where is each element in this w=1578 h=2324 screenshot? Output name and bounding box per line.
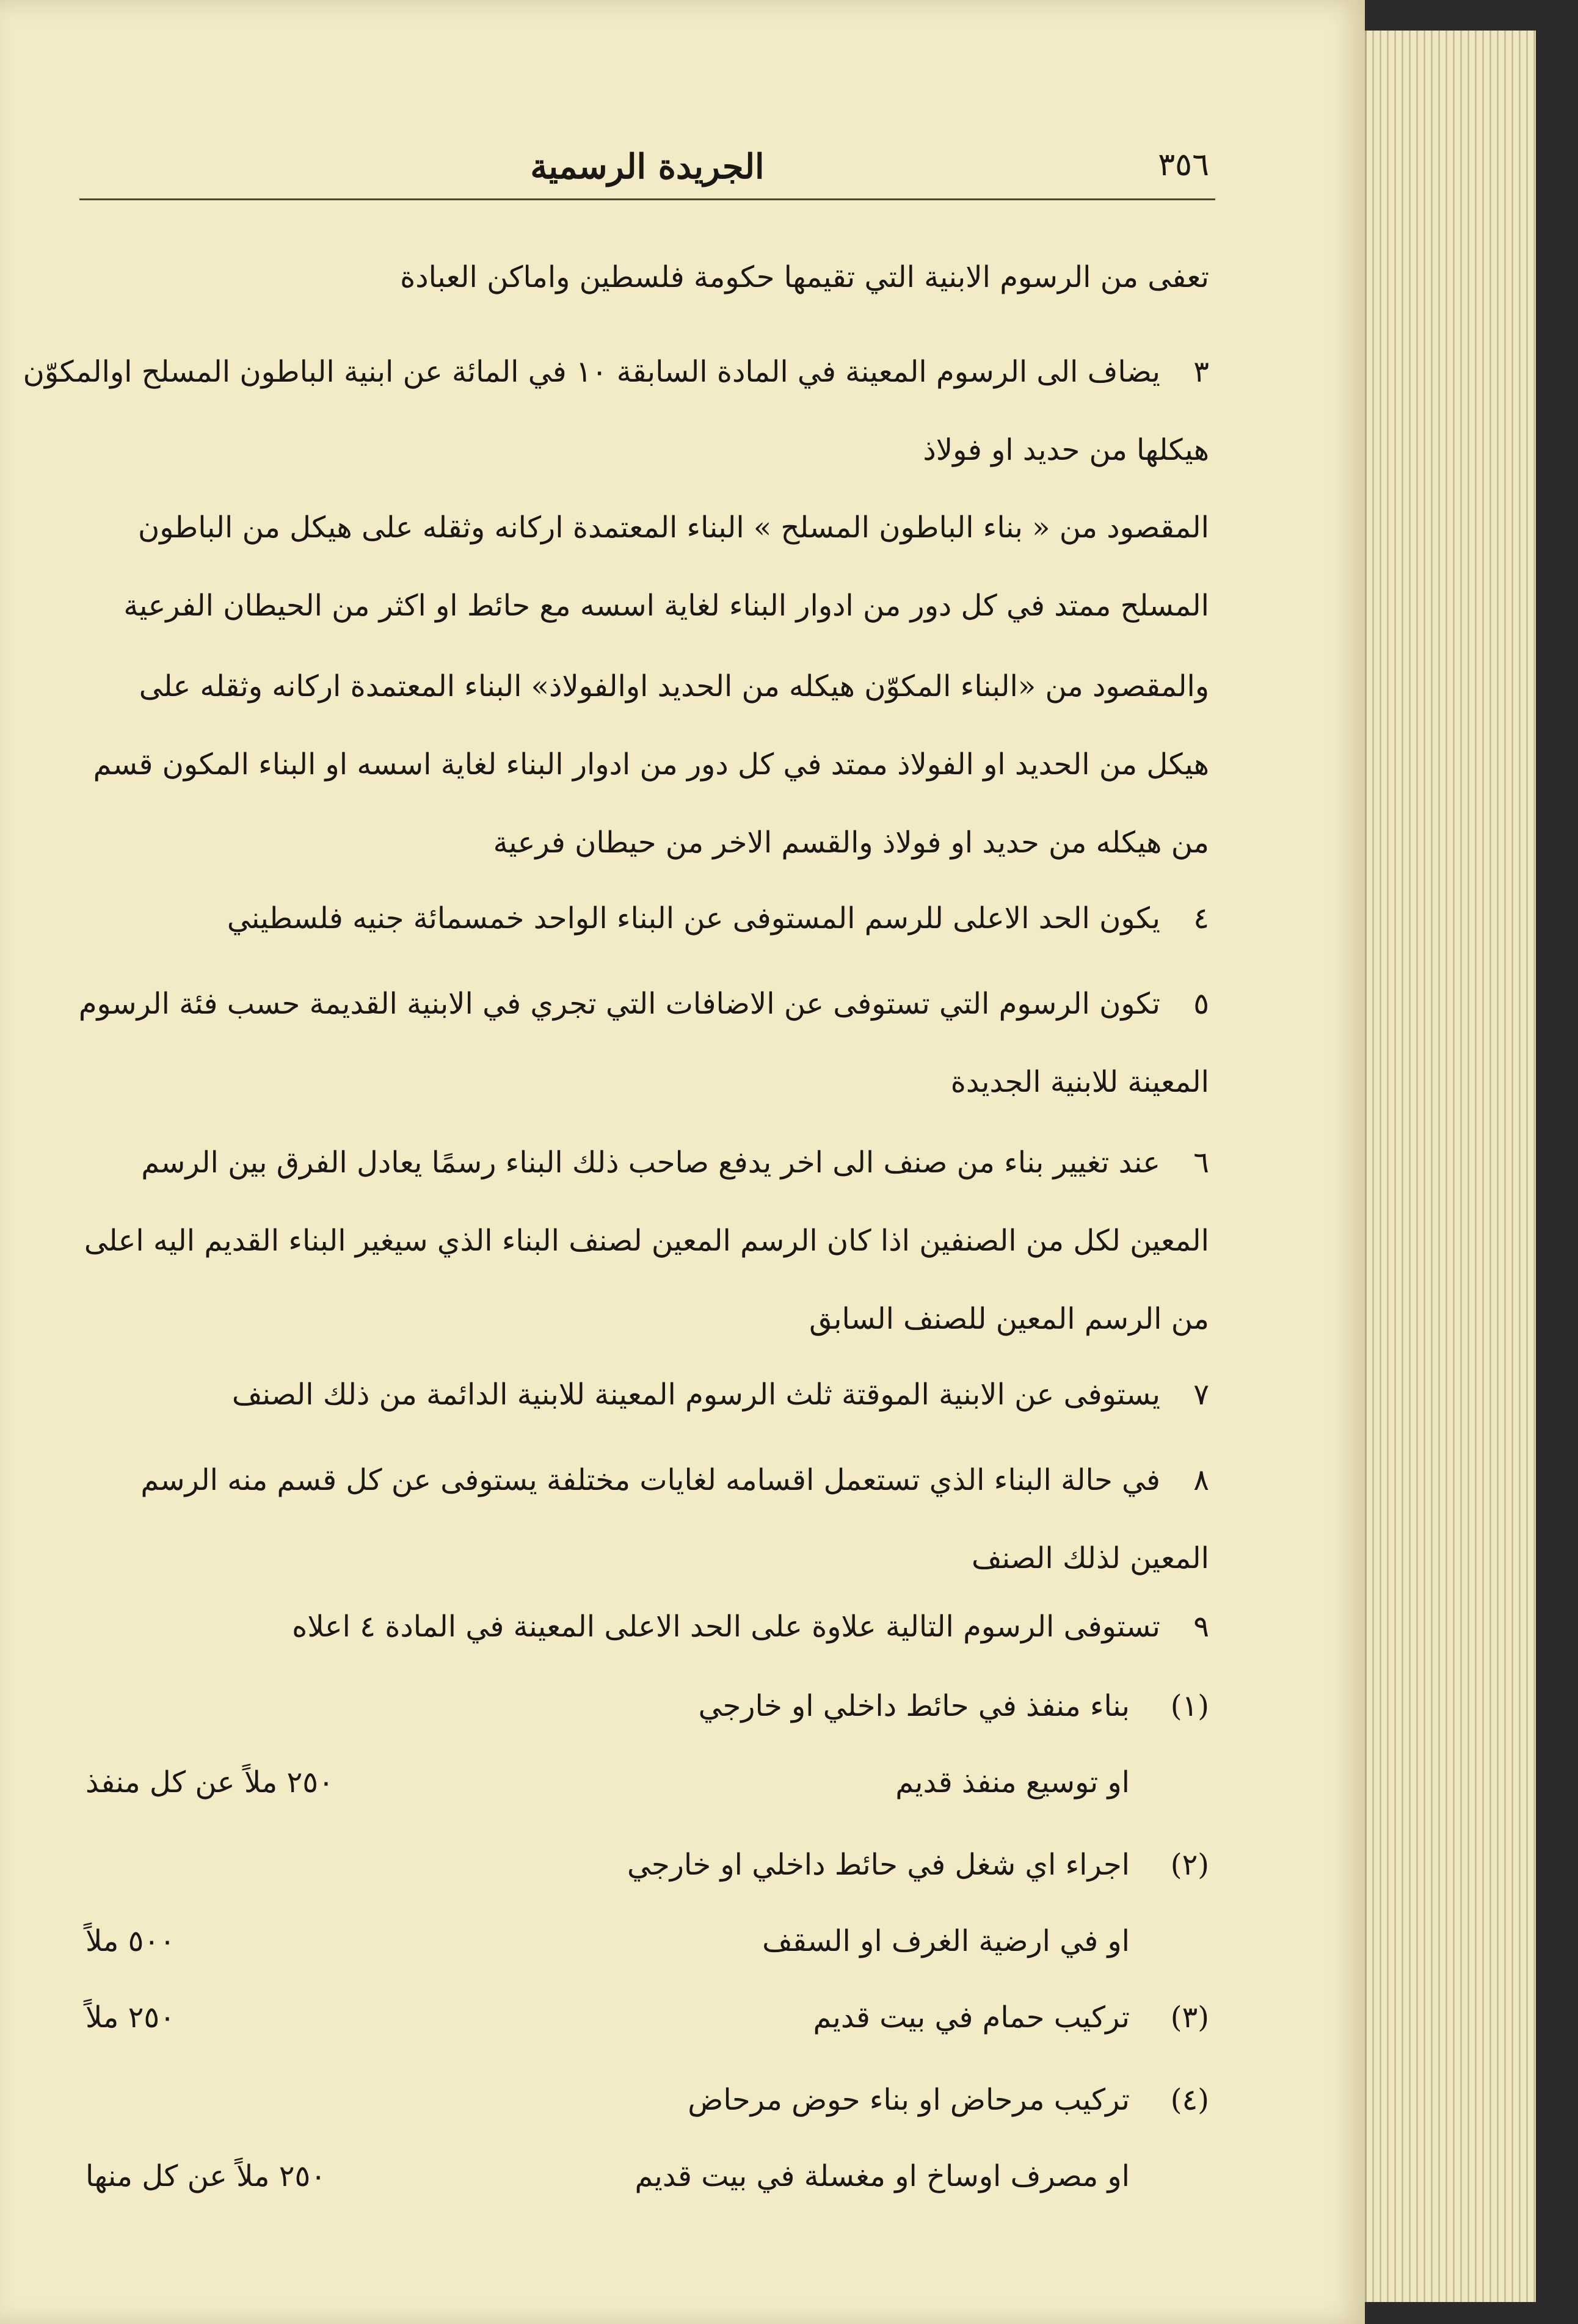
schedule-text: اجراء اي شغل في حائط داخلي او خارجي	[627, 1848, 1130, 1882]
article-line	[85, 725, 1209, 804]
article-line-text: تكون الرسوم التي تستوفى عن الاضافات التي تجري في الابنية القديمة حسب فئة الرسوم	[78, 987, 1160, 1021]
article-number: ٦	[1193, 1146, 1209, 1180]
article-1	[23, 333, 1209, 489]
article-line	[85, 1202, 1209, 1280]
book-cover-edge	[1536, 0, 1578, 2324]
article-line-text: المقصود من « بناء الباطون المسلح » البناء المعتمدة اركانه وثقله على هيكل من الباطون	[137, 510, 1209, 545]
article-line-text: يضاف الى الرسوم المعينة في المادة السابقة ١٠ في المائة عن ابنية الباطون المسلح اوالمكوّن	[23, 355, 1160, 389]
schedule-label: (٤)	[1170, 2083, 1209, 2117]
schedule-fee: ٥٠٠ ملاً	[85, 1924, 175, 1958]
article-line	[85, 1280, 1209, 1358]
article-4	[85, 879, 1209, 957]
article-7	[85, 1356, 1209, 1434]
schedule-row	[85, 2137, 1209, 2215]
page-edges	[1365, 31, 1538, 2302]
article-line	[85, 411, 1209, 489]
article-9	[85, 1588, 1209, 1666]
article-line	[78, 965, 1209, 1043]
article-number: ٧	[1193, 1378, 1209, 1412]
schedule-text: بناء منفذ في حائط داخلي او خارجي	[698, 1689, 1130, 1723]
article-line-text: المعين لكل من الصنفين اذا كان الرسم المعين لصنف البناء الذي سيغير البناء القديم اليه اعلى	[84, 1224, 1209, 1258]
schedule-text: او مصرف اوساخ او مغسلة في بيت قديم	[634, 2159, 1130, 2193]
article-line	[85, 1043, 1209, 1121]
article-line	[85, 1124, 1209, 1202]
article-line	[85, 879, 1209, 957]
schedule-text: تركيب مرحاض او بناء حوض مرحاض	[688, 2083, 1130, 2117]
article-5	[78, 965, 1209, 1121]
schedule-row	[85, 1667, 1209, 1745]
schedule-label: (١)	[1170, 1689, 1209, 1723]
article-line-text: هيكلها من حديد او فولاذ	[923, 433, 1209, 467]
article-line-text: يكون الحد الاعلى للرسم المستوفى عن البناء الواحد خمسمائة جنيه فلسطيني	[227, 901, 1160, 935]
article-line-text: في حالة البناء الذي تستعمل اقسامه لغايات مختلفة يستوفى عن كل قسم منه الرسم	[140, 1463, 1160, 1497]
running-title: الجريدة الرسمية	[530, 147, 765, 187]
article-number: ٥	[1193, 987, 1209, 1021]
article-line	[85, 1519, 1209, 1597]
article-line	[85, 567, 1209, 645]
article-line-text: يستوفى عن الابنية الموقتة ثلث الرسوم المعينة للابنية الدائمة من ذلك الصنف	[231, 1378, 1160, 1412]
article-line	[85, 647, 1209, 725]
schedule-fee: ٢٥٠ ملاً عن كل منها	[85, 2159, 327, 2193]
article-line	[85, 488, 1209, 567]
article-line-text: المعين لذلك الصنف	[971, 1541, 1209, 1575]
article-number: ٣	[1193, 355, 1209, 389]
article-line-text: المعينة للابنية الجديدة	[950, 1065, 1209, 1099]
article-line-text: عند تغيير بناء من صنف الى اخر يدفع صاحب ذلك البناء رسمًا يعادل الفرق بين الرسم	[141, 1146, 1160, 1180]
article-6	[85, 1124, 1209, 1358]
article-line-text: تستوفى الرسوم التالية علاوة على الحد الاعلى المعينة في المادة ٤ اعلاه	[292, 1610, 1160, 1644]
schedule-row	[85, 1826, 1209, 1904]
article-line	[85, 1588, 1209, 1666]
page-header	[85, 140, 1209, 195]
article-line	[85, 1441, 1209, 1519]
schedule-label: (٢)	[1170, 1848, 1209, 1882]
article-line	[85, 804, 1209, 882]
article-line-text: المسلح ممتد في كل دور من ادوار البناء لغاية اسسه مع حائط او اكثر من الحيطان الفرعية	[123, 589, 1209, 623]
intro-paragraph	[85, 238, 1209, 316]
page-number: ٣٥٦	[1158, 147, 1209, 183]
article-2	[85, 488, 1209, 645]
schedule-fee: ٢٥٠ ملاً عن كل منفذ	[85, 1765, 334, 1799]
article-3	[85, 647, 1209, 882]
article-line	[23, 333, 1209, 411]
header-rule	[79, 198, 1215, 200]
article-number: ٩	[1193, 1610, 1209, 1644]
schedule-row	[85, 1978, 1209, 2057]
schedule-text: تركيب حمام في بيت قديم	[813, 2000, 1130, 2035]
article-line-text: هيكل من الحديد او الفولاذ ممتد في كل دور من ادوار البناء لغاية اسسه او البناء المكون قسم	[93, 747, 1209, 782]
schedule-row	[85, 2061, 1209, 2139]
schedule-row	[85, 1902, 1209, 1980]
article-8	[85, 1441, 1209, 1597]
article-line-text: والمقصود من «البناء المكوّن هيكله من الحديد اوالفولاذ» البناء المعتمدة اركانه وثقله على	[139, 669, 1209, 703]
schedule-text: او في ارضية الغرف او السقف	[762, 1924, 1130, 1958]
schedule-fee: ٢٥٠ ملاً	[85, 2000, 175, 2035]
schedule-row	[85, 1743, 1209, 1821]
page-text-area	[23, 0, 1209, 2324]
schedule-text: او توسيع منفذ قديم	[895, 1765, 1130, 1799]
article-line-text: من الرسم المعين للصنف السابق	[809, 1302, 1209, 1336]
schedule-label: (٣)	[1170, 2000, 1209, 2035]
article-line	[85, 1356, 1209, 1434]
article-line-text: من هيكله من حديد او فولاذ والقسم الاخر من حيطان فرعية	[493, 826, 1209, 860]
intro-line: تعفى من الرسوم الابنية التي تقيمها حكومة فلسطين واماكن العبادة	[400, 260, 1209, 294]
article-number: ٨	[1193, 1463, 1209, 1497]
article-number: ٤	[1193, 901, 1209, 935]
